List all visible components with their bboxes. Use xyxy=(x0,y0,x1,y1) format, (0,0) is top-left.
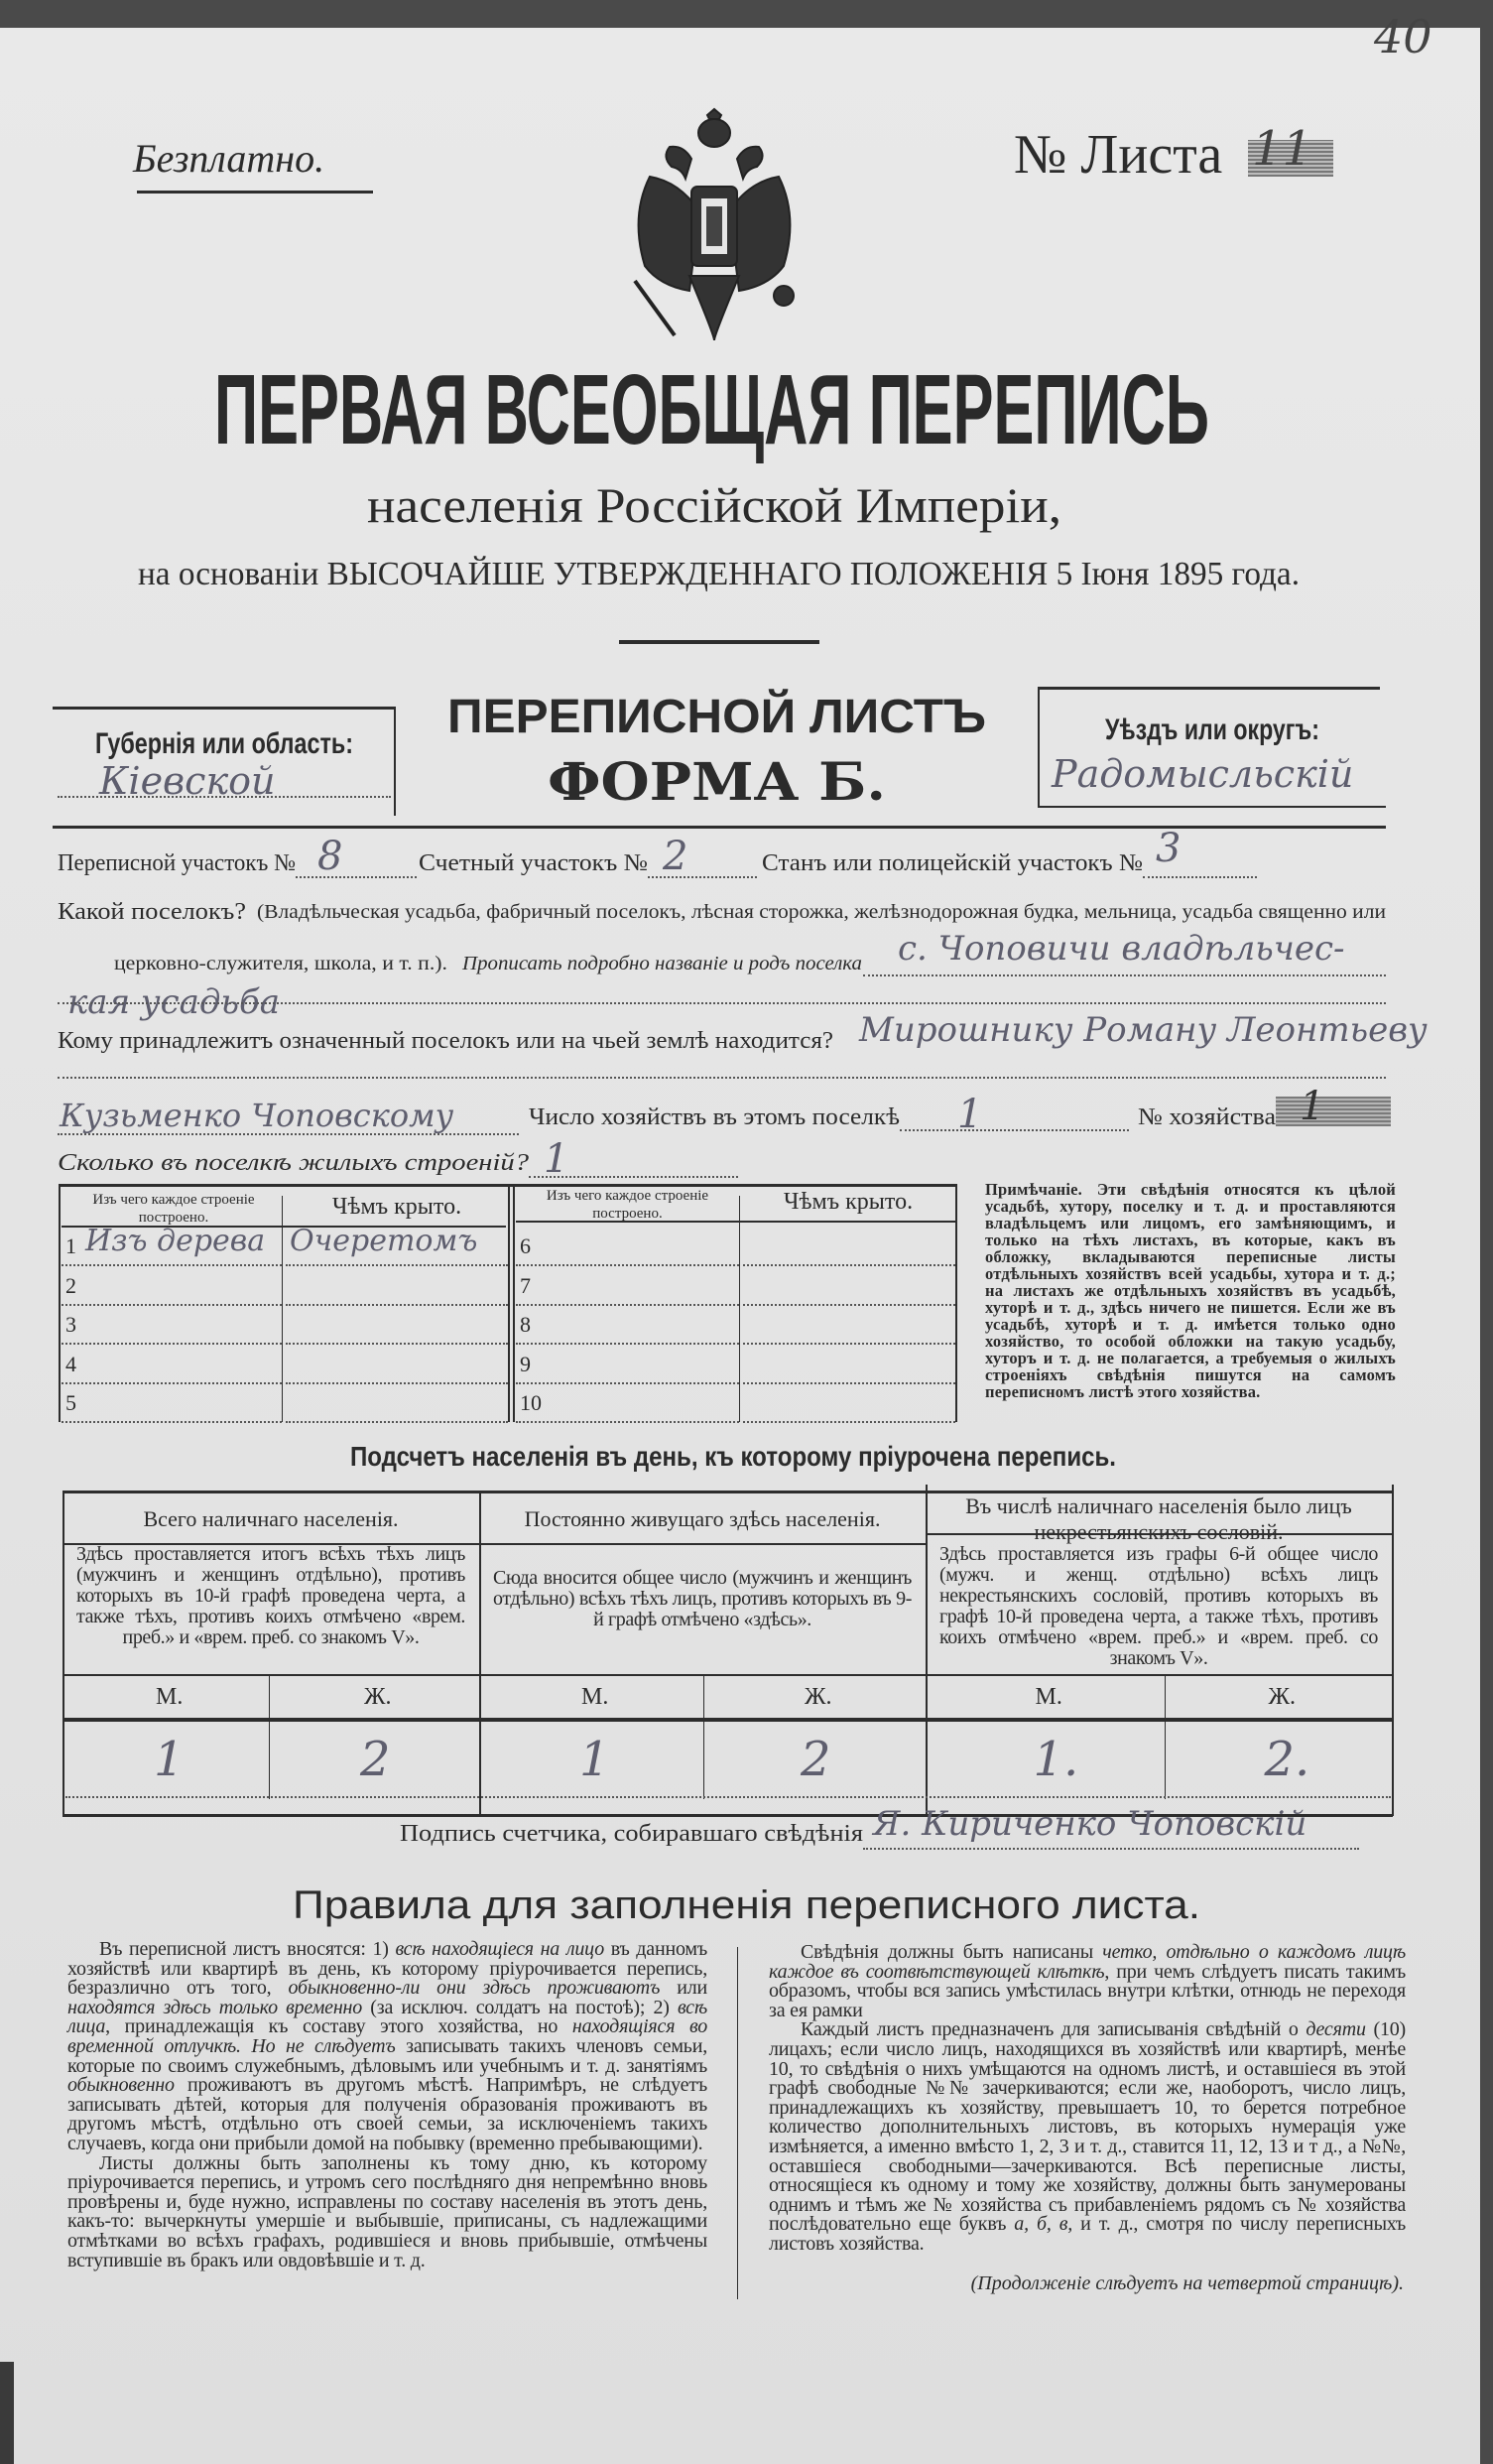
male-count: 1 xyxy=(154,1732,185,1787)
counting-district-value: 2 xyxy=(663,834,688,879)
dotted-line xyxy=(58,796,391,798)
dwellings-label: Сколько въ поселкѣ жилыхъ строеній? xyxy=(58,1150,529,1176)
table-border xyxy=(703,1676,704,1799)
form-subtitle: ФОРМА Б. xyxy=(548,752,886,813)
box-line xyxy=(1038,687,1040,808)
male-label: М. xyxy=(1035,1684,1062,1710)
female-label: Ж. xyxy=(805,1684,832,1710)
rules-title: Правила для заполненія переписного листа. xyxy=(293,1883,1200,1927)
settlement-value-2: кая усадьба xyxy=(67,982,281,1022)
rules-emphasis: обыкновенно-ли они здѣсь проживаютъ xyxy=(288,1977,661,2000)
table-border xyxy=(1165,1676,1166,1799)
population-col-header: Въ числѣ наличнаго населенія было лицъ некрестьянскихъ сословій. xyxy=(965,1493,1352,1544)
building-row-number: 1 xyxy=(65,1233,76,1258)
rules-emphasis: всѣ находящіеся на лицо xyxy=(395,1938,604,1960)
dotted-line xyxy=(743,1421,955,1423)
district-label: Уѣздъ или округъ: xyxy=(1105,713,1319,746)
col-header-material: Изъ чего каждое строеніе построено. xyxy=(546,1188,709,1222)
form-title: ПЕРЕПИСНОЙ ЛИСТЪ xyxy=(447,691,986,743)
population-col-desc: Здѣсь проставляется итогъ всѣхъ тѣхъ лицъ (мужчинъ и женщинъ отдѣльно), противъ которыхъ въ 10-й графѣ проведена черта, а также тѣхъ, противъ коихъ отмѣчено «врем. преб.» и «врем. преб. со знакомъ V». xyxy=(76,1543,465,1648)
household-number-box xyxy=(1276,1097,1391,1126)
divider xyxy=(137,191,373,194)
dotted-line xyxy=(296,876,417,878)
rules-emphasis: десяти xyxy=(1306,2018,1366,2041)
counting-district-label: Счетный участокъ № xyxy=(419,850,648,876)
female-count: 2 xyxy=(360,1732,391,1787)
col-header-material: Изъ чего каждое строеніе построено. xyxy=(92,1192,255,1226)
female-label: Ж. xyxy=(1268,1684,1297,1710)
free-label: Безплатно. xyxy=(133,136,325,181)
building-row-number: 3 xyxy=(65,1312,76,1337)
census-district-value: 8 xyxy=(317,834,343,879)
population-col-desc: Сюда вносится общее число (мужчинъ и женщинъ отдѣльно) всѣхъ тѣхъ лицъ, противъ которыхъ въ 9-й графѣ отмѣчено «здѣсь». xyxy=(493,1567,912,1630)
dotted-line xyxy=(900,1129,1129,1131)
stan-label: Станъ или полицейскій участокъ № xyxy=(762,850,1143,876)
table-border xyxy=(62,1491,64,1816)
table-border xyxy=(955,1184,957,1422)
box-line xyxy=(1038,687,1380,690)
district-value: Радомысльскій xyxy=(1052,752,1354,796)
rules-paragraph xyxy=(769,2020,1406,2254)
rules-right-column xyxy=(769,1943,1406,2255)
dotted-line xyxy=(286,1382,508,1384)
enumerator-signature: Я. Кириченко Чоповскій xyxy=(873,1804,1307,1844)
rules-emphasis: находятся здѣсь только временно xyxy=(67,1996,363,2018)
population-title: Подсчетъ населенія въ день, къ которому пріурочена перепись. xyxy=(350,1441,1116,1472)
table-border xyxy=(479,1491,481,1816)
rules-emphasis: обыкновенно xyxy=(67,2074,175,2097)
settlement-label: Какой поселокъ? xyxy=(58,899,246,925)
census-title: ПЕРВАЯ ВСЕОБЩАЯ ПЕРЕПИСЬ xyxy=(214,354,1209,465)
continuation-note: (Продолженіе слѣдуетъ на четвертой страницѣ). xyxy=(970,2272,1404,2294)
building-row-number: 5 xyxy=(65,1390,76,1415)
rules-text: и т. д., смотря по числу переписныхъ листовъ хозяйства. xyxy=(769,2213,1406,2255)
note-title: Примѣчаніе. xyxy=(985,1180,1082,1199)
building-row-number: 10 xyxy=(520,1390,542,1415)
rules-text: или xyxy=(660,1977,707,2000)
male-label: М. xyxy=(581,1684,609,1710)
dotted-line xyxy=(516,1304,739,1306)
dotted-line xyxy=(743,1343,955,1345)
rules-text: Въ переписной листъ вносятся: 1) xyxy=(99,1938,396,1960)
dotted-line xyxy=(286,1421,508,1423)
dotted-line xyxy=(863,974,1386,976)
female-count: 2. xyxy=(1264,1732,1310,1787)
box-line xyxy=(1038,806,1386,808)
folio-number: 40 xyxy=(1374,10,1432,64)
divider xyxy=(619,640,819,644)
box-line xyxy=(53,707,395,710)
rules-left-column xyxy=(67,1940,707,2270)
rules-text: , принадлежащія къ составу этого хозяйства, но xyxy=(105,2015,572,2038)
dotted-line xyxy=(286,1343,508,1345)
table-border xyxy=(62,1718,1393,1722)
households-value: 1 xyxy=(957,1092,983,1137)
owner-value-2: Кузьменко Чоповскому xyxy=(60,1097,454,1134)
population-col-header: Всего наличнаго населенія. xyxy=(143,1506,399,1531)
table-border xyxy=(269,1676,270,1799)
settlement-value-1: с. Чоповичи владѣльчес- xyxy=(898,929,1345,969)
dotted-line xyxy=(743,1264,955,1266)
dotted-line xyxy=(58,1077,1386,1079)
rules-text: въ данномъ хозяйствѣ или квартирѣ въ день, къ которому пріурочивается перепись, безразлично отъ того, xyxy=(67,1938,707,2000)
owner-value-1: Мирошнику Роману Леонтьеву xyxy=(859,1010,1428,1050)
female-count: 2 xyxy=(801,1732,831,1787)
table-border xyxy=(739,1196,740,1422)
table-border xyxy=(508,1184,510,1422)
dotted-line xyxy=(1143,876,1257,878)
imperial-eagle-icon xyxy=(610,107,818,345)
col-header-roof: Чѣмъ крыто. xyxy=(783,1189,914,1215)
dotted-line xyxy=(62,1382,282,1384)
table-border xyxy=(62,1674,1393,1676)
rules-emphasis: всѣ лица xyxy=(67,1996,707,2038)
building-row-number: 4 xyxy=(65,1351,76,1376)
divider xyxy=(53,826,1386,829)
stan-value: 3 xyxy=(1156,826,1182,871)
dotted-line xyxy=(62,1421,282,1423)
rules-emphasis: четко, отдѣльно о каждомъ лицѣ каждое въ соотвѣтствующей клѣткѣ xyxy=(769,1941,1406,1983)
dwellings-value: 1 xyxy=(544,1136,569,1182)
building-roof: Очеретомъ xyxy=(290,1224,478,1258)
population-col-header: Постоянно живущаго здѣсь населенія. xyxy=(524,1506,881,1531)
female-label: Ж. xyxy=(364,1684,392,1710)
scan-edge xyxy=(0,2362,14,2464)
dotted-line xyxy=(62,1304,282,1306)
signature-label: Подпись счетчика, собиравшаго свѣдѣнія xyxy=(400,1821,863,1847)
rules-text: , при чемъ слѣдуетъ писать такимъ образомъ, чтобы вся запись умѣстилась внутри клѣтки, отнюдь не переходя за ея рамки xyxy=(769,1960,1406,2021)
sheet-number-value: 11 xyxy=(1252,121,1313,177)
settlement-instruction: Прописать подробно названіе и родъ поселка xyxy=(462,953,862,974)
rules-text: записывать такихъ членовъ семьи, которые по своимъ служебнымъ, дѣловымъ или учебнымъ и т. д. занятіямъ xyxy=(67,2034,707,2077)
building-row-number: 7 xyxy=(520,1272,531,1298)
dotted-line xyxy=(516,1343,739,1345)
census-subtitle: населенія Россійской Имперіи, xyxy=(367,477,1061,533)
dotted-line xyxy=(516,1264,739,1266)
census-basis: на основаніи ВЫСОЧАЙШЕ УТВЕРЖДЕННАГО ПОЛОЖЕНІЯ 5 Іюня 1895 года. xyxy=(138,556,1300,592)
rules-paragraph xyxy=(67,2151,707,2271)
table-border xyxy=(282,1196,283,1422)
rules-emphasis: находящіяся во временной отлучкѣ. Но не слѣдуетъ xyxy=(67,2015,707,2057)
settlement-hint: (Владѣльческая усадьба, фабричный поселокъ, лѣсная сторожка, желѣзнодорожная будка, мельница, усадьба священно или xyxy=(257,901,1386,923)
sheet-number-label: № Листа xyxy=(1014,124,1223,186)
dotted-line xyxy=(863,1848,1359,1850)
rules-text: Каждый листъ предназначенъ для записыванія свѣдѣній о xyxy=(801,2018,1306,2041)
rules-text: (10) лицахъ; если число лицъ, находящихся въ хозяйствѣ или квартирѣ, менѣе 10, то свѣдѣнія о нихъ умѣщаются на одномъ листѣ, и оставшіеся въ этой графѣ свободные №№ зачеркиваются; если же, наоборотъ, число лицъ, принадлежащихъ къ хозяйству, превышаетъ 10, то берется потребное количество дополнительныхъ листовъ, въ которыхъ нумерація уже измѣняется, а именно вмѣсто 1, 2, 3 и т. д., ставится 11, 12, 13 и т д., а №№, оставшіеся свободными—зачеркиваются. Всѣ переписные листы, относящіеся къ одному и тому же хозяйству, должны быть занумерованы однимъ и тѣмъ же № хозяйства съ прибавленіемъ рядомъ съ № хозяйства послѣдовательно еще буквъ xyxy=(769,2018,1407,2236)
rules-text: Свѣдѣнія должны быть написаны xyxy=(801,1941,1103,1963)
rules-text: (за исключ. солдатъ на постоѣ); 2) xyxy=(362,1996,678,2018)
household-number-value: 1 xyxy=(1300,1084,1325,1129)
settlement-hint-2: церковно-служителя, школа, и т. п.). xyxy=(114,953,447,974)
households-label: Число хозяйствъ въ этомъ поселкѣ xyxy=(529,1104,900,1130)
dotted-line xyxy=(743,1382,955,1384)
building-row-number: 9 xyxy=(520,1351,531,1376)
dotted-line xyxy=(516,1382,739,1384)
note-text: Эти свѣдѣнія относятся къ цѣлой усадьбѣ, хутору, поселку и т. д. и проставляются владѣльцемъ или лицомъ, его замѣняющимъ, и только на тѣхъ листахъ, въ которые, какъ въ обложку, вкладываются переписные листы отдѣльныхъ хозяйствъ всей усадьбы, хутора и т. д.; на листахъ же отдѣльныхъ хозяйствъ въ усадьбѣ, хуторѣ и т. д., здѣсь ничего не пишется. Если же въ усадьбѣ, хуторѣ и т. д. имѣется только одно хозяйство, то особой обложки на такую усадьбу, хуторъ и т. д. не полагается, а требуемыя о жилыхъ строеніяхъ свѣдѣнія пишутся на самомъ переписномъ листѣ этого хозяйства. xyxy=(985,1180,1397,1401)
male-count: 1. xyxy=(1033,1732,1079,1787)
table-border xyxy=(513,1184,515,1422)
census-district-label: Переписной участокъ № xyxy=(58,850,296,876)
rules-text: Листы должны быть заполнены къ тому дню, къ которому пріурочивается перепись, и утромъ сего послѣдняго дня непремѣнно вновь провѣрены и, буде нужно, исправлены по составу населенія въ этотъ день, какъ-то: вычеркнуты умершіе и выбывшіе, приписаны, съ надлежащими отмѣтками во всѣхъ графахъ, родившіеся и вновь прибывшіе, отмѣчены вступившіе въ бракъ или овдовѣвшіе и т. д. xyxy=(67,2151,707,2271)
dotted-line xyxy=(58,1002,1386,1004)
building-row-number: 2 xyxy=(65,1272,76,1298)
dotted-line xyxy=(58,1133,519,1135)
building-row-number: 8 xyxy=(520,1312,531,1337)
col-header-roof: Чѣмъ крыто. xyxy=(331,1194,462,1220)
province-value: Кіевской xyxy=(99,759,276,803)
province-label: Губернія или область: xyxy=(95,727,353,760)
dotted-line xyxy=(62,1343,282,1345)
population-col-desc: Здѣсь проставляется изъ графы 6-й общее число (мужч. и женщ. отдѣльно) всѣхъ лицъ некрестьянскихъ сословій, противъ которыхъ въ графѣ 10-й проведена черта, а также тѣхъ, противъ коихъ отмѣчено «врем. преб.» и «врем. преб. со знакомъ V». xyxy=(939,1543,1378,1669)
table-border xyxy=(59,1184,61,1422)
household-number-label: № хозяйства xyxy=(1138,1104,1276,1130)
box-line xyxy=(394,707,396,816)
owner-label: Кому принадлежитъ означенный поселокъ или на чьей землѣ находится? xyxy=(58,1028,833,1054)
dotted-line xyxy=(286,1264,508,1266)
male-label: М. xyxy=(156,1684,184,1710)
dotted-line xyxy=(62,1264,282,1266)
building-row-number: 6 xyxy=(520,1233,531,1258)
building-material: Изъ дерева xyxy=(85,1224,266,1258)
dotted-line xyxy=(743,1304,955,1306)
dotted-line xyxy=(65,1796,1391,1798)
rules-paragraph xyxy=(769,1943,1406,2020)
dotted-line xyxy=(516,1421,739,1423)
column-divider xyxy=(737,1947,738,2299)
dotted-line xyxy=(286,1304,508,1306)
rules-text: проживаютъ въ другомъ мѣстѣ. Напримѣръ, не слѣдуетъ записывать дѣтей, которыя для полученія образованія проживаютъ въ другомъ мѣстѣ, отдѣльно отъ своей семьи, за исключеніемъ такихъ случаевъ, когда они прибыли домой на побывку (временно пребывающими). xyxy=(67,2074,707,2154)
rules-paragraph xyxy=(67,1940,707,2154)
note xyxy=(985,1181,1396,1400)
male-count: 1 xyxy=(579,1732,610,1787)
rules-emphasis: а, б, в, xyxy=(1014,2213,1073,2236)
